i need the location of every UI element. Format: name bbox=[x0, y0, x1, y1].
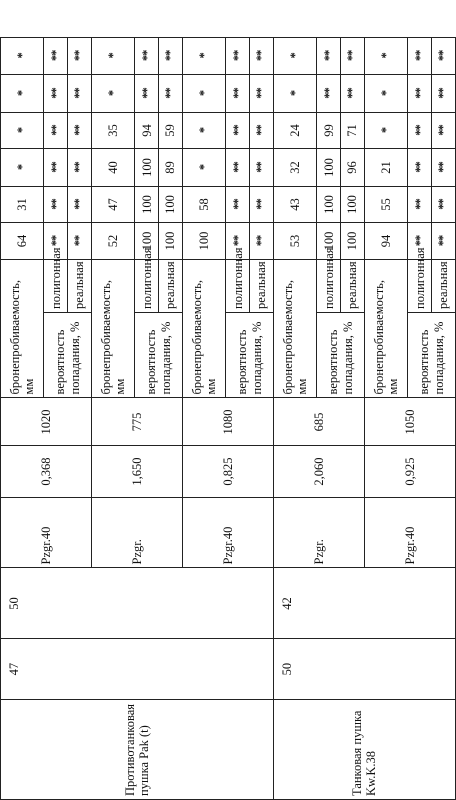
real-value: ** bbox=[250, 186, 274, 223]
polygon-value: 94 bbox=[135, 112, 159, 149]
armor-value: * bbox=[364, 75, 407, 113]
polygon-value: ** bbox=[317, 75, 341, 113]
polygon-value: ** bbox=[226, 75, 250, 113]
polygon-value: ** bbox=[408, 149, 432, 187]
armor-value: 47 bbox=[91, 186, 134, 223]
armor-value: * bbox=[91, 75, 134, 113]
armor-value: * bbox=[1, 149, 44, 187]
armor-value: * bbox=[91, 37, 134, 75]
hit-probability-label: вероятность попадания, % bbox=[408, 312, 456, 398]
polygon-label: полигонная bbox=[317, 259, 341, 312]
real-label: реальная bbox=[432, 259, 456, 312]
armor-value: 43 bbox=[273, 186, 316, 223]
polygon-value: ** bbox=[44, 75, 68, 113]
polygon-value: ** bbox=[408, 223, 432, 260]
real-value: ** bbox=[159, 37, 183, 75]
real-label: реальная bbox=[68, 259, 92, 312]
armor-value: * bbox=[364, 37, 407, 75]
gun-param-cell: 50 bbox=[273, 639, 455, 699]
table-body bbox=[1, 1, 456, 800]
gun-param-cell: 42 bbox=[273, 568, 455, 639]
polygon-value: ** bbox=[226, 186, 250, 223]
shell-mass: 2,060 bbox=[273, 446, 364, 497]
muzzle-velocity: 1050 bbox=[364, 398, 455, 446]
real-value: 71 bbox=[341, 112, 365, 149]
armor-value: 21 bbox=[364, 149, 407, 187]
armor-value: 35 bbox=[91, 112, 134, 149]
armor-value: 31 bbox=[1, 186, 44, 223]
armor-penetration-label: бронепробиваемость, мм bbox=[1, 259, 44, 398]
real-value: ** bbox=[341, 37, 365, 75]
polygon-value: ** bbox=[44, 37, 68, 75]
polygon-value: 100 bbox=[135, 223, 159, 260]
table-row bbox=[1, 1, 44, 800]
polygon-value: ** bbox=[44, 186, 68, 223]
gun-name: Противотанковая пушка Pak (t) bbox=[1, 699, 274, 799]
shell-mass: 0,825 bbox=[182, 446, 273, 497]
polygon-value: ** bbox=[408, 37, 432, 75]
polygon-value: 99 bbox=[317, 112, 341, 149]
armor-penetration-label: бронепробиваемость, мм bbox=[364, 259, 407, 398]
shell-mass: 1,650 bbox=[91, 446, 182, 497]
real-value: ** bbox=[159, 75, 183, 113]
polygon-value: ** bbox=[226, 223, 250, 260]
polygon-value: ** bbox=[226, 37, 250, 75]
real-label: реальная bbox=[159, 259, 183, 312]
real-value: ** bbox=[432, 223, 456, 260]
real-value: ** bbox=[68, 75, 92, 113]
real-value: ** bbox=[432, 75, 456, 113]
armor-penetration-label: бронепробиваемость, мм bbox=[273, 259, 316, 398]
polygon-label: полигонная bbox=[408, 259, 432, 312]
real-value: ** bbox=[68, 112, 92, 149]
real-value: 100 bbox=[159, 186, 183, 223]
armor-value: 40 bbox=[91, 149, 134, 187]
real-value: ** bbox=[432, 149, 456, 187]
armor-value: * bbox=[273, 37, 316, 75]
real-value: 100 bbox=[159, 223, 183, 260]
shell-mass: 0,925 bbox=[364, 446, 455, 497]
armor-value: 100 bbox=[182, 223, 225, 260]
polygon-value: ** bbox=[408, 186, 432, 223]
real-value: ** bbox=[250, 149, 274, 187]
armor-value: * bbox=[182, 149, 225, 187]
shell-type: Pzgr.40 bbox=[182, 497, 273, 568]
real-value: ** bbox=[250, 37, 274, 75]
shell-type: Pzgr. bbox=[91, 497, 182, 568]
real-value: 59 bbox=[159, 112, 183, 149]
gun-name: Танковая пушка Kw.K.38 bbox=[273, 699, 455, 799]
polygon-value: ** bbox=[44, 112, 68, 149]
armor-value: 32 bbox=[273, 149, 316, 187]
table-row bbox=[273, 1, 316, 800]
armor-value: * bbox=[1, 75, 44, 113]
polygon-label: полигонная bbox=[44, 259, 68, 312]
real-value: ** bbox=[432, 37, 456, 75]
hit-probability-label: вероятность попадания, % bbox=[317, 312, 365, 398]
polygon-value: 100 bbox=[317, 223, 341, 260]
gun-param-cell: 50 bbox=[1, 568, 274, 639]
muzzle-velocity: 685 bbox=[273, 398, 364, 446]
armor-value: * bbox=[273, 75, 316, 113]
real-label: реальная bbox=[341, 259, 365, 312]
polygon-value: 100 bbox=[317, 186, 341, 223]
polygon-value: ** bbox=[135, 37, 159, 75]
armor-value: * bbox=[1, 112, 44, 149]
polygon-value: ** bbox=[226, 112, 250, 149]
polygon-value: ** bbox=[226, 149, 250, 187]
real-value: ** bbox=[250, 75, 274, 113]
real-label: реальная bbox=[250, 259, 274, 312]
armor-value: * bbox=[364, 112, 407, 149]
polygon-value: ** bbox=[44, 223, 68, 260]
armor-value: 94 bbox=[364, 223, 407, 260]
shell-mass: 0,368 bbox=[1, 446, 92, 497]
polygon-label: полигонная bbox=[135, 259, 159, 312]
real-value: 100 bbox=[341, 186, 365, 223]
real-value: 89 bbox=[159, 149, 183, 187]
armor-value: 24 bbox=[273, 112, 316, 149]
polygon-value: ** bbox=[317, 37, 341, 75]
armor-value: 52 bbox=[91, 223, 134, 260]
gun-param-cell: 47 bbox=[1, 639, 274, 699]
real-value: ** bbox=[250, 223, 274, 260]
real-value: 100 bbox=[341, 223, 365, 260]
hit-probability-label: вероятность попадания, % bbox=[135, 312, 183, 398]
armor-value: 55 bbox=[364, 186, 407, 223]
shell-type: Pzgr. bbox=[273, 497, 364, 568]
polygon-value: 100 bbox=[317, 149, 341, 187]
polygon-value: ** bbox=[408, 75, 432, 113]
muzzle-velocity: 1080 bbox=[182, 398, 273, 446]
muzzle-velocity: 1020 bbox=[1, 398, 92, 446]
polygon-value: ** bbox=[135, 75, 159, 113]
armor-value: 58 bbox=[182, 186, 225, 223]
armor-value: * bbox=[1, 37, 44, 75]
shell-type: Pzgr.40 bbox=[364, 497, 455, 568]
armor-value: * bbox=[182, 112, 225, 149]
real-value: ** bbox=[68, 223, 92, 260]
real-value: 96 bbox=[341, 149, 365, 187]
polygon-value: 100 bbox=[135, 186, 159, 223]
muzzle-velocity: 775 bbox=[91, 398, 182, 446]
real-value: ** bbox=[432, 186, 456, 223]
real-value: ** bbox=[250, 112, 274, 149]
real-value: ** bbox=[68, 149, 92, 187]
armor-penetration-label: бронепробиваемость, мм bbox=[91, 259, 134, 398]
real-value: ** bbox=[68, 186, 92, 223]
polygon-value: ** bbox=[44, 149, 68, 187]
hit-probability-label: вероятность попадания, % bbox=[44, 312, 92, 398]
armor-penetration-label: бронепробиваемость, мм bbox=[182, 259, 225, 398]
polygon-label: полигонная bbox=[226, 259, 250, 312]
real-value: ** bbox=[68, 37, 92, 75]
polygon-value: 100 bbox=[135, 149, 159, 187]
hit-probability-label: вероятность попадания, % bbox=[226, 312, 274, 398]
polygon-value: ** bbox=[408, 112, 432, 149]
real-value: ** bbox=[432, 112, 456, 149]
shell-type: Pzgr.40 bbox=[1, 497, 92, 568]
armor-value: * bbox=[182, 37, 225, 75]
armor-value: * bbox=[182, 75, 225, 113]
armor-value: 53 bbox=[273, 223, 316, 260]
armor-value: 64 bbox=[1, 223, 44, 260]
real-value: ** bbox=[341, 75, 365, 113]
